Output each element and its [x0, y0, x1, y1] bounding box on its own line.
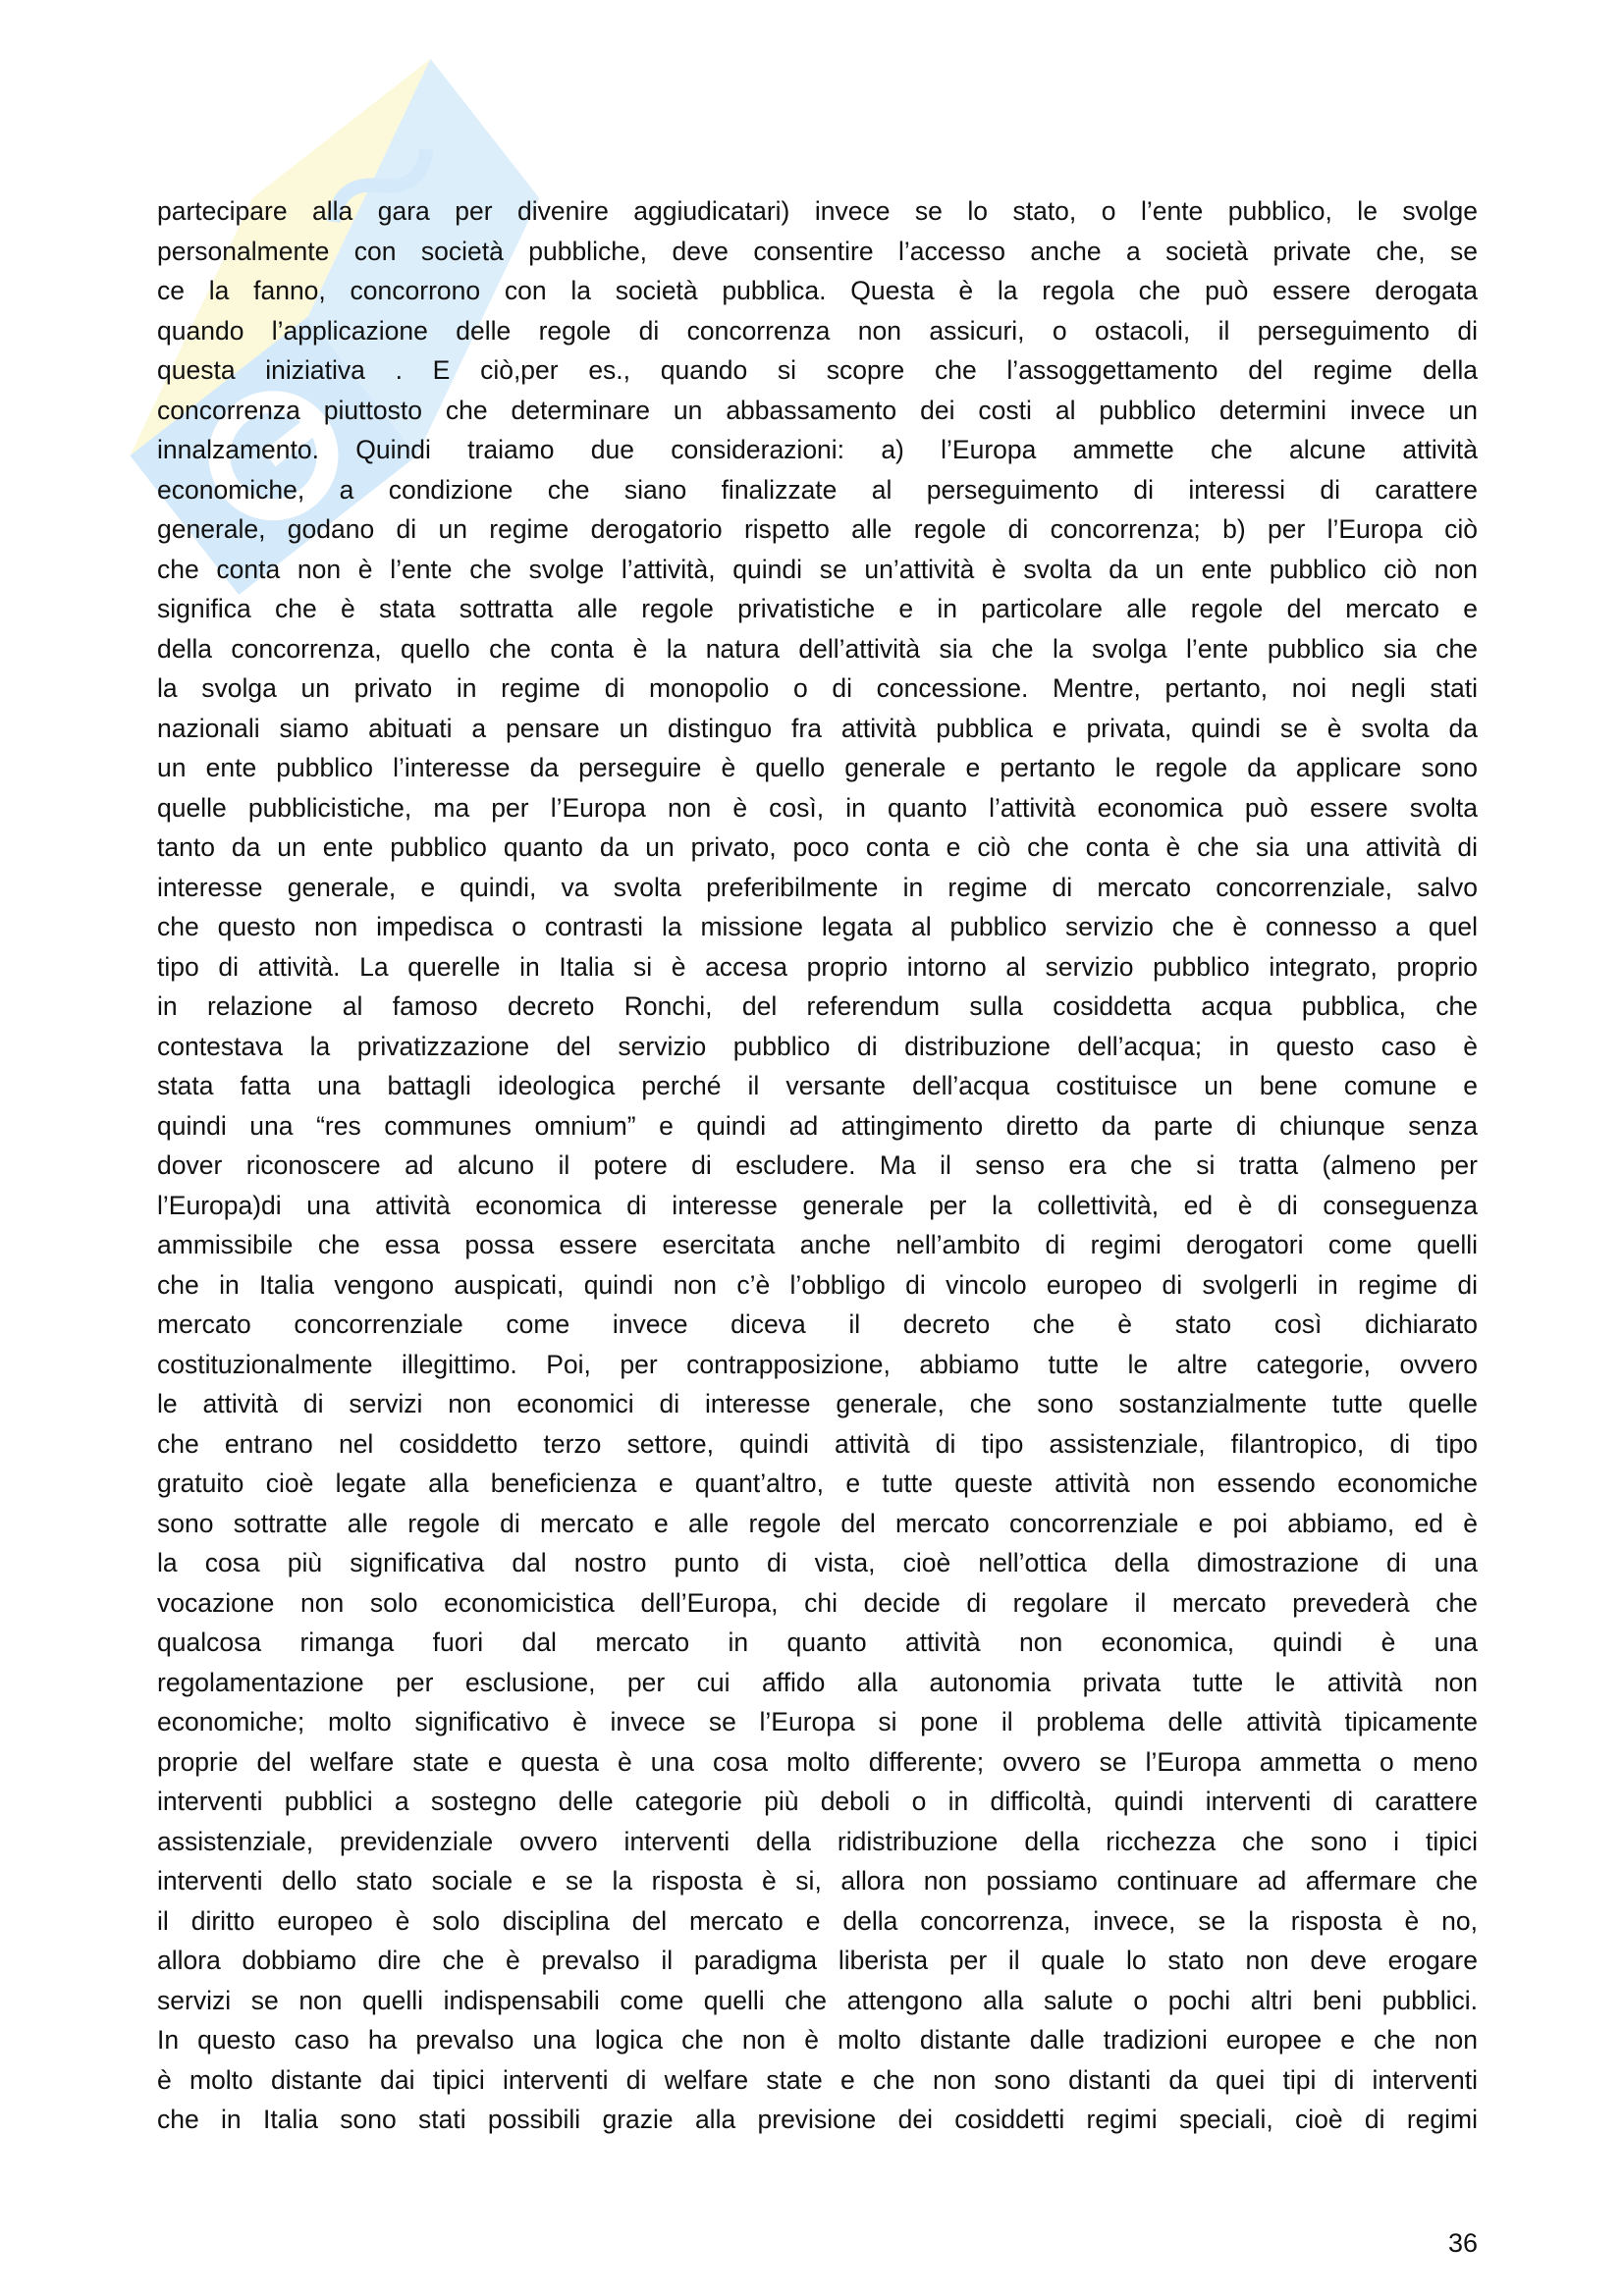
text-line: interesse generale, e quindi, va svolta preferibilmente in regime di mercato concorrenziale, salvo	[157, 872, 1478, 902]
text-line: questa iniziativa . E ciò,per es., quando si scopre che l’assoggettamento del regime della	[157, 355, 1478, 385]
text-line: regolamentazione per esclusione, per cui affido alla autonomia privata tutte le attività non	[157, 1667, 1478, 1697]
text-line: gratuito cioè legate alla beneficienza e quant’altro, e tutte queste attività non essendo economiche	[157, 1468, 1478, 1498]
text-line: l’Europa)di una attività economica di interesse generale per la collettività, ed è di conseguenza	[157, 1190, 1478, 1220]
text-line: interventi pubblici a sostegno delle categorie più deboli o in difficoltà, quindi interventi di carattere	[157, 1787, 1478, 1816]
text-line: quindi una “res communes omnium” e quindi ad attingimento diretto da parte di chiunque senza	[157, 1110, 1478, 1141]
text-line: In questo caso ha prevalso una logica che non è molto distante dalle tradizioni europee e che non	[157, 2025, 1478, 2055]
text-line: ammissibile che essa possa essere esercitata anche nell’ambito di regimi derogatori come quelli	[157, 1230, 1478, 1259]
text-line: che questo non impedisca o contrasti la missione legata al pubblico servizio che è connesso a quel	[157, 912, 1478, 941]
text-line: che entrano nel cosiddetto terzo settore, quindi attività di tipo assistenziale, filantropico, di tipo	[157, 1428, 1478, 1459]
text-line: costituzionalmente illegittimo. Poi, per contrapposizione, abbiamo tutte le altre categorie, ovvero	[157, 1349, 1478, 1379]
text-line: innalzamento. Quindi traiamo due considerazioni: a) l’Europa ammette che alcune attività	[157, 435, 1478, 464]
text-line: assistenziale, previdenziale ovvero interventi della ridistribuzione della ricchezza che sono i tipici	[157, 1826, 1478, 1856]
text-line: concorrenza piuttosto che determinare un abbassamento dei costi al pubblico determini invece un	[157, 395, 1478, 425]
page-number: 36	[1447, 2228, 1478, 2258]
text-line	[157, 2140, 1478, 2180]
text-line: che conta non è l’ente che svolge l’attività, quindi se un’attività è svolta da un ente pubblico ciò non	[157, 554, 1478, 584]
text-line: tipo di attività. La querelle in Italia si è accesa proprio intorno al servizio pubblico integrato, proprio	[157, 951, 1478, 982]
text-line: vocazione non solo economicistica dell’Europa, chi decide di regolare il mercato prevederà che	[157, 1587, 1478, 1618]
text-line: la svolga un privato in regime di monopolio o di concessione. Mentre, pertanto, noi negli stati	[157, 673, 1478, 703]
text-line: sono sottratte alle regole di mercato e alle regole del mercato concorrenziale e poi abbiamo, ed è	[157, 1508, 1478, 1538]
text-line: allora dobbiamo dire che è prevalso il paradigma liberista per il quale lo stato non deve erogare	[157, 1946, 1478, 1975]
body-text	[157, 191, 1478, 2179]
text-line: generale, godano di un regime derogatorio rispetto alle regole di concorrenza; b) per l’Europa ciò	[157, 514, 1478, 544]
text-line: quelle pubblicistiche, ma per l’Europa non è così, in quanto l’attività economica può essere svolta	[157, 792, 1478, 823]
text-line: che in Italia sono stati possibili grazie alla previsione dei cosiddetti regimi speciali, cioè di regimi	[157, 2105, 1478, 2134]
text-line: la cosa più significativa dal nostro punto di vista, cioè nell’ottica della dimostrazione di una	[157, 1548, 1478, 1577]
text-line: il diritto europeo è solo disciplina del mercato e della concorrenza, invece, se la risposta è no,	[157, 1905, 1478, 1936]
text-line: in relazione al famoso decreto Ronchi, del referendum sulla cosiddetta acqua pubblica, che	[157, 991, 1478, 1021]
text-line: partecipare alla gara per divenire aggiudicatari) invece se lo stato, o l’ente pubblico, le svolge	[157, 196, 1478, 226]
text-line: qualcosa rimanga fuori dal mercato in quanto attività non economica, quindi è una	[157, 1628, 1478, 1657]
text-line: proprie del welfare state e questa è una cosa molto differente; ovvero se l’Europa ammetta o meno	[157, 1746, 1478, 1777]
text-line: interventi dello stato sociale e se la risposta è si, allora non possiamo continuare ad affermare che	[157, 1866, 1478, 1896]
text-line: stata fatta una battagli ideologica perché il versante dell’acqua costituisce un bene comune e	[157, 1071, 1478, 1100]
text-line: dover riconoscere ad alcuno il potere di escludere. Ma il senso era che si tratta (almeno per	[157, 1150, 1478, 1180]
text-line: le attività di servizi non economici di interesse generale, che sono sostanzialmente tutte quelle	[157, 1389, 1478, 1418]
text-line: contestava la privatizzazione del servizio pubblico di distribuzione dell’acqua; in questo caso è	[157, 1031, 1478, 1061]
text-line: personalmente con società pubbliche, deve consentire l’accesso anche a società private che, se	[157, 236, 1478, 266]
text-line: economiche; molto significativo è invece se l’Europa si pone il problema delle attività tipicamente	[157, 1707, 1478, 1736]
text-line: servizi se non quelli indispensabili come quelli che attengono alla salute o pochi altri beni pubblici.	[157, 1985, 1478, 2015]
text-line: nazionali siamo abituati a pensare un distinguo fra attività pubblica e privata, quindi se è svolta da	[157, 713, 1478, 743]
text-line: significa che è stata sottratta alle regole privatistiche e in particolare alle regole del mercato e	[157, 594, 1478, 623]
text-line: tanto da un ente pubblico quanto da un privato, poco conta e ciò che conta è che sia una attività di	[157, 832, 1478, 862]
text-line: che in Italia vengono auspicati, quindi non c’è l’obbligo di vincolo europeo di svolgerli in regime di	[157, 1269, 1478, 1300]
text-line: un ente pubblico l’interesse da perseguire è quello generale e pertanto le regole da applicare sono	[157, 753, 1478, 782]
text-line: è molto distante dai tipici interventi di welfare state e che non sono distanti da quei tipi di interventi	[157, 2064, 1478, 2095]
text-line: economiche, a condizione che siano finalizzate al perseguimento di interessi di carattere	[157, 474, 1478, 505]
text-line: della concorrenza, quello che conta è la natura dell’attività sia che la svolga l’ente pubblico sia che	[157, 633, 1478, 664]
text-line: quando l’applicazione delle regole di concorrenza non assicuri, o ostacoli, il perseguimento di	[157, 315, 1478, 346]
text-line: ce la fanno, concorrono con la società pubblica. Questa è la regola che può essere derogata	[157, 276, 1478, 305]
text-line: mercato concorrenziale come invece diceva il decreto che è stato così dichiarato	[157, 1309, 1478, 1339]
